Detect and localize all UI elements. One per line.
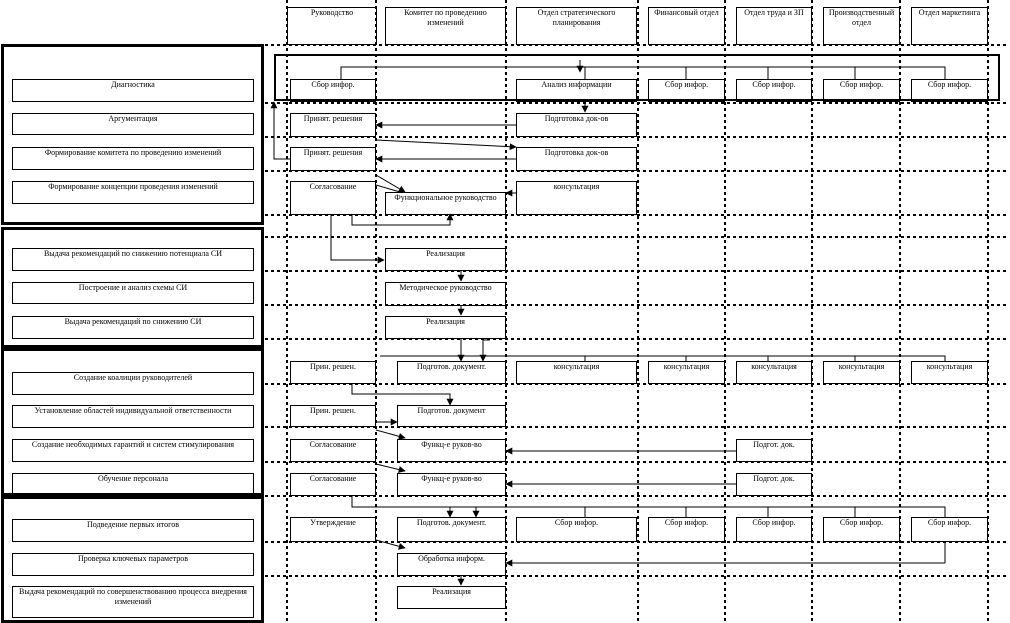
task-podgotov-dokument-3: Подготов. документ. xyxy=(397,517,506,542)
column-header-strat-planirovanie: Отдел стратегического планирования xyxy=(516,7,637,45)
stage-item-formirovanie-koncepcii: Формирование концепции проведения изменений xyxy=(12,181,254,204)
stage-item-rekomendacii-snizhenie: Выдача рекомендаций по снижению СИ xyxy=(12,316,254,339)
task-soglasovanie-2: Согласование xyxy=(290,439,376,462)
stage-item-parametry: Проверка ключевых параметров xyxy=(12,553,254,576)
task-sbor-infor-marketing: Сбор инфор. xyxy=(911,79,988,102)
column-header-finansovyi: Финансовый отдел xyxy=(648,7,725,45)
column-header-proizvodstvennyi: Производственный отдел xyxy=(823,7,900,45)
task-sbor-infor-strat-2: Сбор инфор. xyxy=(516,517,637,542)
task-sbor-infor-trud-zp: Сбор инфор. xyxy=(736,79,812,102)
task-podgotov-dokument-1: Подготов. документ. xyxy=(397,361,506,384)
task-sbor-infor-finansovyi-2: Сбор инфор. xyxy=(648,517,725,542)
stage-item-postroenie-shemy: Построение и анализ схемы СИ xyxy=(12,282,254,304)
task-soglasovanie-1: Согласование xyxy=(290,181,376,215)
task-podgotovka-dok-1: Подготовка док-ов xyxy=(516,113,637,137)
stage-item-diagnostika: Диагностика xyxy=(12,79,254,102)
task-obrabotka-inform: Обработка информ. xyxy=(397,553,506,576)
task-konsultacia-proizvodstvennyi: консультация xyxy=(823,361,900,384)
task-sbor-infor-finansovyi: Сбор инфор. xyxy=(648,79,725,102)
task-soglasovanie-3: Согласование xyxy=(290,473,376,496)
column-header-komitet: Комитет по проведению изменений xyxy=(385,7,506,45)
task-sbor-infor-marketing-2: Сбор инфор. xyxy=(911,517,988,542)
stage-item-rekomendacii-potencial: Выдача рекомендаций по снижению потенциала СИ xyxy=(12,248,254,271)
task-podgot-dok-2: Подгот. док. xyxy=(736,473,812,496)
stage-item-koalicia: Создание коалиции руководителей xyxy=(12,372,254,395)
task-konsultacia-strat-2: консультация xyxy=(516,361,637,384)
task-konsultacia-trud-zp: консультация xyxy=(736,361,812,384)
column-header-rukovodstvo: Руководство xyxy=(287,7,377,45)
task-podgot-dok-1: Подгот. док. xyxy=(736,439,812,462)
task-utverzhdenie: Утверждение xyxy=(290,517,376,542)
column-header-trud-zp: Отдел труда и ЗП xyxy=(736,7,812,45)
stage-item-otvetstvennost: Установление областей индивидуальной ответственности xyxy=(12,405,254,428)
task-realizacia-3: Реализация xyxy=(397,586,506,609)
task-konsultacia-strat: консультация xyxy=(516,181,637,215)
task-priniat-reshenia-1: Принят. решения xyxy=(290,113,376,137)
stage-item-argumentacia: Аргументация xyxy=(12,113,254,135)
task-sbor-infor-trud-zp-2: Сбор инфор. xyxy=(736,517,812,542)
task-prin-reshen-2: Прин. решен. xyxy=(290,405,376,427)
stage-item-obuchenie: Обучение персонала xyxy=(12,473,254,496)
stage-item-garantii: Создание необходимых гарантий и систем стимулирования xyxy=(12,439,254,462)
task-sbor-infor-proizvodstvennyi: Сбор инфор. xyxy=(823,79,900,102)
task-funkcionalnoe-rukovodstvo: Функциональное руководство xyxy=(385,192,506,215)
stage-item-rekomendacii-vnedrenie: Выдача рекомендаций по совершенствованию процесса внедрения изменений xyxy=(12,586,254,618)
stage-item-itogi: Подведение первых итогов xyxy=(12,519,254,542)
stage-item-formirovanie-komiteta: Формирование комитета по проведению изменений xyxy=(12,147,254,170)
task-sbor-infor-proizvodstvennyi-2: Сбор инфор. xyxy=(823,517,900,542)
task-funkc-rukovo-2: Функц-е руков-во xyxy=(397,473,506,496)
task-analiz-informacii: Анализ информации xyxy=(516,79,637,102)
task-konsultacia-marketing: консультация xyxy=(911,361,988,384)
task-podgotov-dokument-2: Подготов. документ xyxy=(397,405,506,427)
task-priniat-reshenia-2: Принят. решения xyxy=(290,147,376,171)
task-sbor-infor-rukovodstvo: Сбор инфор. xyxy=(290,79,376,102)
task-realizacia-2: Реализация xyxy=(385,316,506,339)
task-podgotovka-dok-2: Подготовка док-ов xyxy=(516,147,637,171)
task-prin-reshen-1: Прин. решен. xyxy=(290,361,376,384)
task-konsultacia-finansovyi: консультация xyxy=(648,361,725,384)
column-header-marketing: Отдел маркетинга xyxy=(911,7,988,45)
task-funkc-rukovo-1: Функц-е руков-во xyxy=(397,439,506,462)
task-realizacia-1: Реализация xyxy=(385,248,506,271)
task-metodicheskoe-rukovodstvo: Методическое руководство xyxy=(385,282,506,306)
